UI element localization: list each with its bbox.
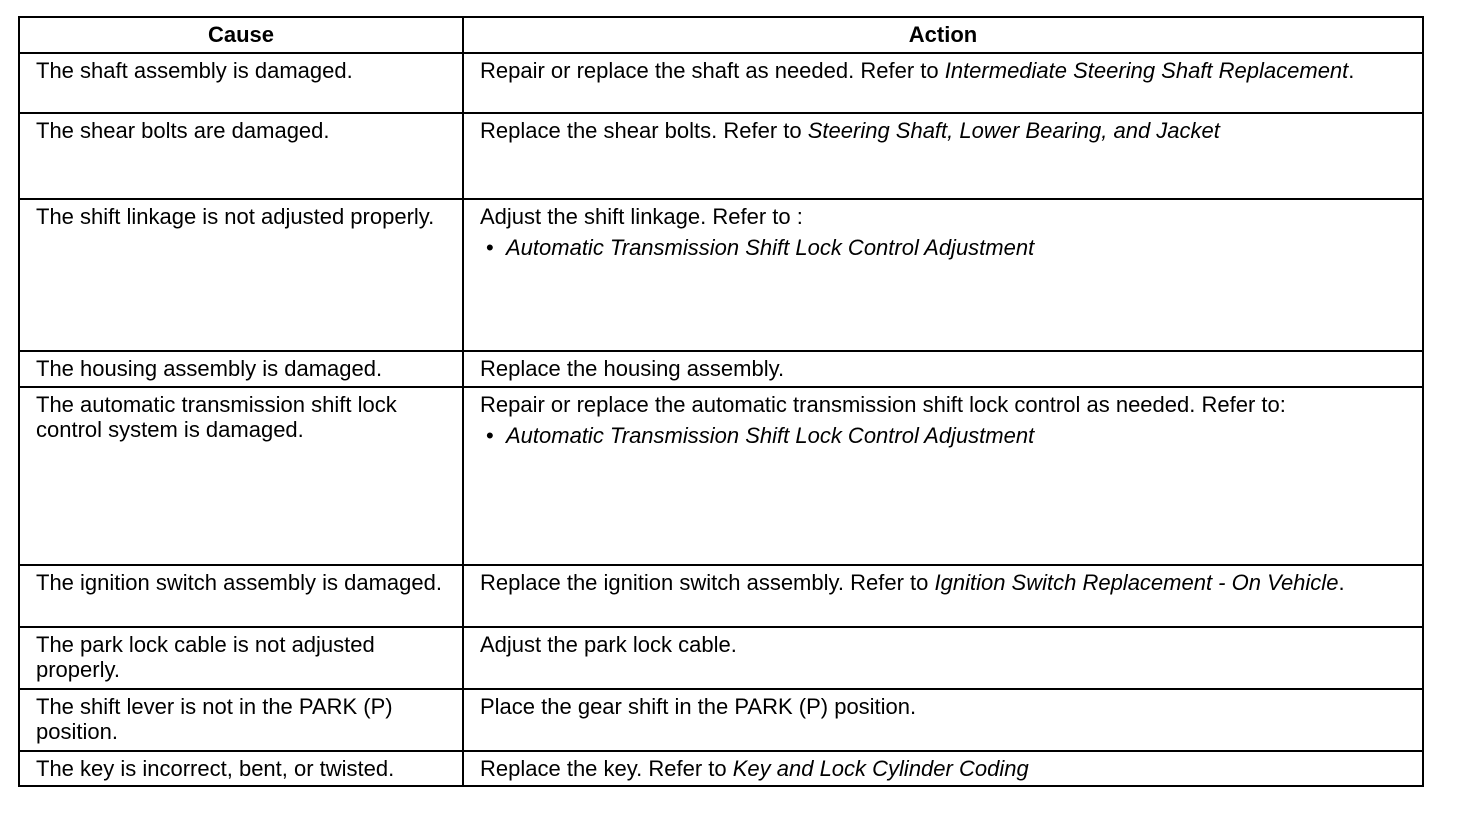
cause-action-table <box>18 16 1424 787</box>
action-text: Adjust the park lock cable. <box>480 632 737 657</box>
action-cell <box>463 199 1423 351</box>
reference-list-item: • Automatic Transmission Shift Lock Control Adjustment <box>506 235 1412 260</box>
action-cell <box>463 751 1423 786</box>
table-row <box>19 199 1423 351</box>
action-cell <box>463 113 1423 199</box>
action-text: Place the gear shift in the PARK (P) position. <box>480 694 917 719</box>
table-row <box>19 689 1423 751</box>
header-row <box>19 17 1423 53</box>
cause-cell: The shear bolts are damaged. <box>19 113 463 199</box>
reference-link: Intermediate Steering Shaft Replacement <box>944 58 1349 83</box>
cause-header: Cause <box>19 17 463 53</box>
table-row <box>19 627 1423 689</box>
table-row <box>19 53 1423 113</box>
action-cell <box>463 351 1423 387</box>
action-suffix: . <box>1338 570 1345 595</box>
reference-link: Ignition Switch Replacement - On Vehicle <box>934 570 1339 595</box>
action-header: Action <box>463 17 1423 53</box>
cause-cell: The shift linkage is not adjusted properly. <box>19 199 463 351</box>
action-suffix: . <box>1348 58 1355 83</box>
action-text: Adjust the shift linkage. Refer to : <box>480 204 803 229</box>
cause-cell: The ignition switch assembly is damaged. <box>19 565 463 627</box>
cause-cell: The key is incorrect, bent, or twisted. <box>19 751 463 786</box>
table-row <box>19 387 1423 565</box>
action-text: Repair or replace the shaft as needed. Refer to <box>480 58 945 83</box>
action-cell <box>463 387 1423 565</box>
reference-link: Steering Shaft, Lower Bearing, and Jacket <box>807 118 1220 143</box>
reference-link: Key and Lock Cylinder Coding <box>732 756 1029 781</box>
action-text: Replace the ignition switch assembly. Refer to <box>480 570 935 595</box>
reference-list <box>480 235 1412 260</box>
cause-cell: The shift lever is not in the PARK (P) position. <box>19 689 463 751</box>
action-text: Replace the shear bolts. Refer to <box>480 118 808 143</box>
cause-cell: The shaft assembly is damaged. <box>19 53 463 113</box>
table-row <box>19 351 1423 387</box>
cause-cell: The housing assembly is damaged. <box>19 351 463 387</box>
action-cell <box>463 53 1423 113</box>
cause-cell: The automatic transmission shift lock control system is damaged. <box>19 387 463 565</box>
action-cell <box>463 627 1423 689</box>
table-row <box>19 113 1423 199</box>
reference-list <box>480 423 1412 448</box>
table-row <box>19 751 1423 786</box>
action-cell <box>463 565 1423 627</box>
action-text: Replace the housing assembly. <box>480 356 785 381</box>
cause-cell: The park lock cable is not adjusted properly. <box>19 627 463 689</box>
action-cell <box>463 689 1423 751</box>
table-row <box>19 565 1423 627</box>
reference-list-item: • Automatic Transmission Shift Lock Control Adjustment <box>506 423 1412 448</box>
action-text: Replace the key. Refer to <box>480 756 733 781</box>
action-text: Repair or replace the automatic transmission shift lock control as needed. Refer to: <box>480 392 1286 417</box>
